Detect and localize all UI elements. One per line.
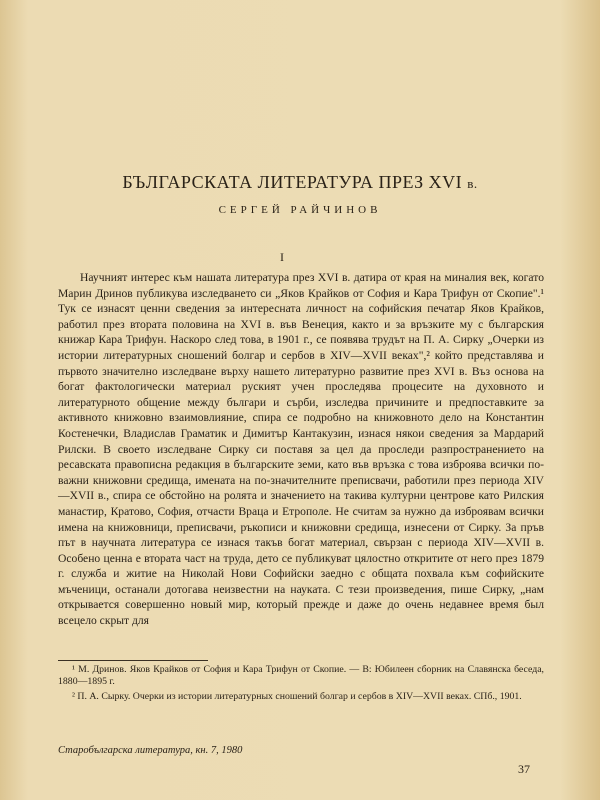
section-number: I [280, 250, 284, 264]
article-author: СЕРГЕЙ РАЙЧИНОВ [218, 204, 382, 216]
footnote-1: ¹ М. Дринов. Яков Крайков от София и Кара Трифун от Скопие. — В: Юбилеен сборник на Славянска беседа, 1880—1895 г. [58, 664, 544, 687]
footnotes [58, 664, 544, 706]
article-title-main: БЪЛГАРСКАТА ЛИТЕРАТУРА ПРЕЗ XVI [122, 172, 463, 192]
article-title-suffix: в. [467, 176, 478, 191]
article-title [0, 172, 600, 193]
page-number: 37 [518, 762, 530, 776]
journal-citation: Старобългарска литература, кн. 7, 1980 [58, 745, 243, 756]
body-paragraph: Научният интерес към нашата литература през XVI в. датира от края на миналия век, когато Марин Дринов публикува изследването си „Яков Крайков от София и Кара Трифун от Скопие".¹ Тук се изнасят ценни сведения за интересната личност на софийския печатар Яков Крайков, работил през втората половина на XVI в. във Венеция, както и за връзките му с българския книжар Кара Трифун. Наскоро след това, в 1901 г., се появява трудът на П. А. Сирку „Очерки из истории литературных сношений болгар и сербов в XIV—XVII веках",² който представлява и първото значително изследване върху нашето литературно развитие през XVI в. Въз основа на богат фактологически материал руският учен проследява процесите на духовното и литературното общение между българи и сърби, изследва причините и предпоставките за активното книжовно взаимовлияние, спира се подробно на книжовното дело на Константин Костенечки, Владислав Граматик и Димитър Кантакузин, изнася някои сведения за Мардарий Рилски. В своето изследване Сирку си поставя за цел да проследи разпространението на ресавската правописна редакция в българските земи, като във връзка с това изброява всички по-важни книжовни средища, имената на по-значителните преписвачи, работили през периода XIV—XVII в., спира се обстойно на ролята и значението на такива културни центрове като Рилския манастир, Кратово, София, отчасти Враца и Етрополе. Не считам за нужно да изброявам всички имена на книжовници, преписвачи, ръкописи и книжовни средища, изнесени от Сирку. За пръв път в научната литература се изнася такъв богат материал, свързан с периода XIV—XVII в. Особено ценна е втората част на труда, дето се публикуват цялостно откритите от него през 1879 г. служба и житие на Николай Нови Софийски заедно с общата похвала към софийските мъченици, останали дотогава неизвестни на науката. С тези произведения, пише Сирку, „нам открывается совершенно новый мир, который прежде и даже до очень недавнее время был всецело скрыт для [58, 271, 544, 628]
footnote-divider [58, 660, 208, 661]
footnote-2: ² П. А. Сырку. Очерки из истории литературных сношений болгар и сербов в XIV—XVII веках. СПб., 1901. [72, 691, 522, 702]
